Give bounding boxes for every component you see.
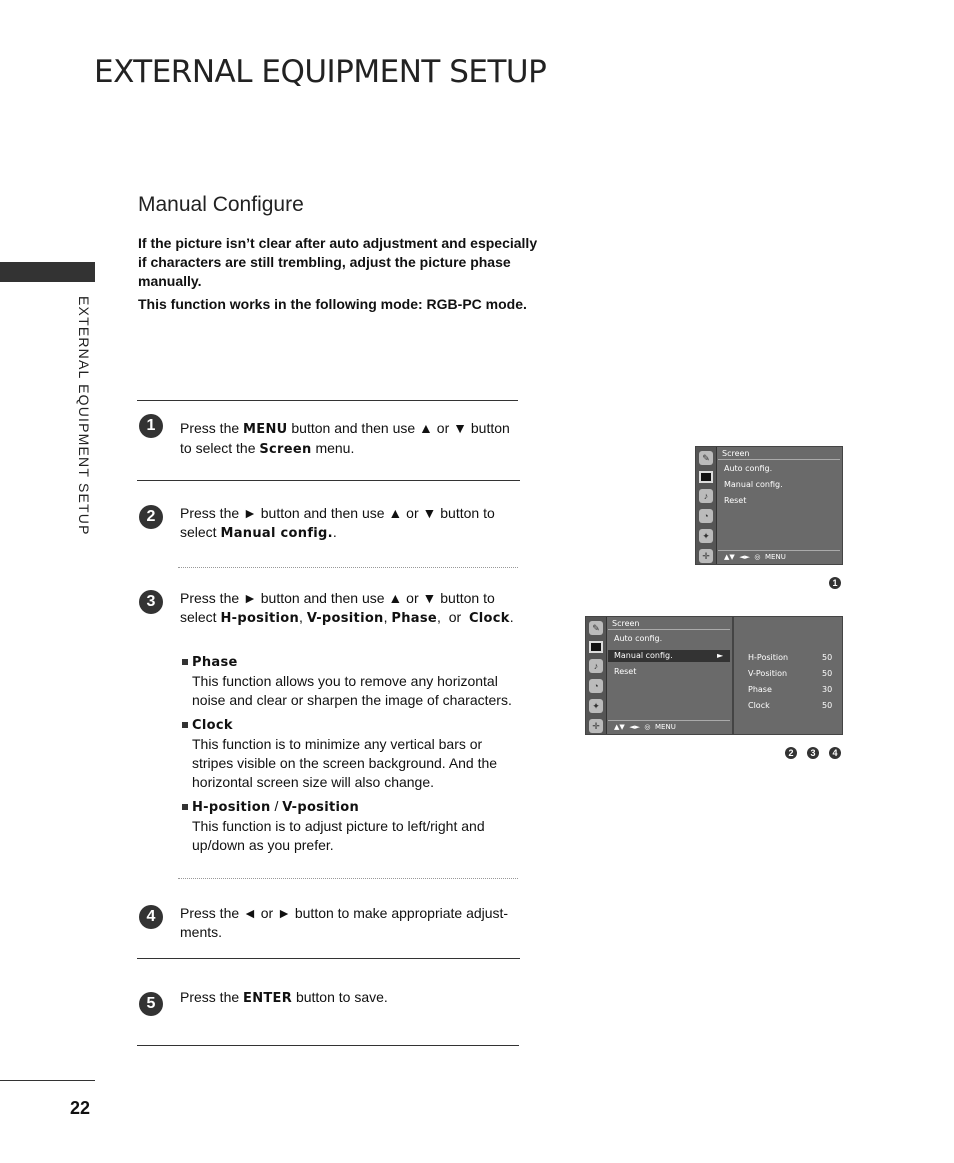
- step-1-text: [180, 419, 520, 459]
- step-badge-1: 1: [139, 414, 163, 438]
- osd-sub-value: 50: [822, 653, 833, 662]
- text-run: ,: [299, 609, 307, 625]
- setup-icon: ✛: [699, 549, 713, 563]
- figure-badge: 4: [829, 747, 841, 759]
- keyword-manual-config: Manual config.: [220, 526, 333, 541]
- intro-paragraph: If the picture isn’t clear after auto adjustment and especially if characters are still trembling, adjust the picture phase manually.: [138, 235, 538, 289]
- text-run: button and then use ▲ or ▼ button to select the: [180, 420, 510, 456]
- sub-item-title: H-position: [192, 800, 271, 815]
- sub-item-phase: [182, 652, 522, 710]
- text-run: menu.: [311, 440, 355, 456]
- sub-item-title: V-position: [282, 800, 360, 815]
- osd-sub-label[interactable]: Phase: [748, 685, 772, 694]
- picture-icon: ✎: [589, 621, 603, 635]
- section-title: Manual Configure: [138, 193, 304, 216]
- osd-divider: [608, 720, 730, 721]
- step-badge-3: 3: [139, 590, 163, 614]
- rule-4: [137, 958, 520, 959]
- time-icon: ◔: [589, 679, 603, 693]
- osd-footer-hint: ▲▼ ◄► ◎ MENU: [614, 723, 676, 731]
- bullet-square-icon: [182, 659, 188, 665]
- sub-item-heading: [182, 797, 522, 817]
- sub-item-heading: [182, 652, 522, 672]
- dotted-rule-3: [178, 878, 518, 879]
- step-2-text: [180, 504, 520, 543]
- picture-icon: ✎: [699, 451, 713, 465]
- osd-sub-value: 50: [822, 669, 833, 678]
- time-icon: ◔: [699, 509, 713, 523]
- osd-screen-menu: [695, 446, 843, 565]
- audio-icon: ♪: [699, 489, 713, 503]
- mode-note: This function works in the following mode: RGB-PC mode.: [138, 296, 527, 312]
- osd-manual-config-panel: [733, 616, 843, 735]
- osd-footer-hint: ▲▼ ◄► ◎ MENU: [724, 553, 786, 561]
- keyword-phase: Phase: [391, 611, 438, 626]
- text-run: Press the ► button and then use ▲ or ▼ button to select: [180, 590, 495, 625]
- page-number-rule: [0, 1080, 95, 1081]
- figure-badge: 3: [807, 747, 819, 759]
- sub-item-title: Clock: [192, 718, 233, 733]
- text-run: .: [332, 524, 337, 540]
- osd-divider: [718, 550, 840, 551]
- osd-sub-label[interactable]: Clock: [748, 701, 770, 710]
- osd-menu-item-selected[interactable]: Manual config.: [614, 651, 673, 660]
- text-run: Press the ► button and then use ▲ or ▼ button to select: [180, 505, 495, 540]
- page-number: 22: [70, 1098, 91, 1118]
- step-3-text: [180, 589, 520, 628]
- osd-menu-item[interactable]: Reset: [724, 496, 747, 505]
- keyword-enter: ENTER: [243, 991, 293, 1006]
- osd-divider: [608, 629, 730, 630]
- sub-item-description: This function is to adjust picture to left/right and up/down as you prefer.: [192, 818, 485, 853]
- sub-item-heading: [182, 715, 522, 735]
- figure-badge: 2: [785, 747, 797, 759]
- text-run: .: [509, 609, 514, 625]
- osd-menu-item[interactable]: Manual config.: [724, 480, 783, 489]
- text-run: button to save.: [292, 989, 388, 1005]
- dotted-rule-2: [178, 567, 518, 568]
- osd-sub-label[interactable]: V-Position: [748, 669, 788, 678]
- text-run: Press the: [180, 420, 244, 436]
- sub-item-clock: [182, 715, 522, 792]
- keyword-screen: Screen: [259, 442, 312, 457]
- text-run: ,: [383, 609, 392, 625]
- figure-badge: 1: [829, 577, 841, 589]
- keyword-clock: Clock: [468, 611, 510, 626]
- osd-submenu-arrow-icon: ►: [717, 651, 724, 660]
- osd-menu-item[interactable]: Auto config.: [614, 634, 663, 643]
- section-intro: [138, 234, 538, 316]
- step-5-text: [180, 988, 520, 1008]
- sub-item-description: This function allows you to remove any horizontal noise and clear or sharpen the image of characters.: [192, 673, 512, 708]
- osd-sub-value: 50: [822, 701, 833, 710]
- step-badge-5: 5: [139, 992, 163, 1016]
- screen-icon: [589, 641, 603, 653]
- step-4-text: Press the ◄ or ► button to make appropriate adjust-ments.: [180, 905, 509, 940]
- sub-item-position: [182, 797, 522, 855]
- osd-divider: [718, 459, 840, 460]
- option-icon: ✦: [589, 699, 603, 713]
- rule-top: [137, 400, 518, 401]
- step-badge-4: 4: [139, 905, 163, 929]
- step-badge-2: 2: [139, 505, 163, 529]
- keyword-menu: MENU: [243, 422, 288, 437]
- osd-menu-item[interactable]: Auto config.: [724, 464, 773, 473]
- side-tab-marker: [0, 262, 95, 282]
- sub-item-separator: /: [270, 798, 283, 814]
- sub-item-description: This function is to minimize any vertical bars or stripes visible on the screen background. And the horizontal screen size will also change.: [192, 736, 498, 790]
- bullet-square-icon: [182, 722, 188, 728]
- text-run: Press the: [180, 989, 244, 1005]
- osd-menu-title: Screen: [722, 449, 750, 458]
- page-title: EXTERNAL EQUIPMENT SETUP: [94, 54, 547, 90]
- keyword-v-position: V-position: [306, 611, 384, 626]
- setup-icon: ✛: [589, 719, 603, 733]
- osd-menu-item[interactable]: Reset: [614, 667, 637, 676]
- osd-screen-menu-manual: [585, 616, 733, 735]
- rule-bottom: [137, 1045, 519, 1046]
- osd-sub-value: 30: [822, 685, 833, 694]
- osd-menu-title: Screen: [612, 619, 640, 628]
- sub-item-title: Phase: [192, 655, 238, 670]
- bullet-square-icon: [182, 804, 188, 810]
- text-run: , or: [437, 609, 469, 625]
- screen-icon: [699, 471, 713, 483]
- osd-icon-bar: [586, 617, 607, 734]
- side-label: [74, 296, 96, 536]
- audio-icon: ♪: [589, 659, 603, 673]
- option-icon: ✦: [699, 529, 713, 543]
- osd-icon-bar: [696, 447, 717, 564]
- rule-1: [137, 480, 520, 481]
- side-label-text: EXTERNAL EQUIPMENT SETUP: [76, 296, 92, 536]
- osd-sub-label[interactable]: H-Position: [748, 653, 789, 662]
- keyword-h-position: H-position: [220, 611, 300, 626]
